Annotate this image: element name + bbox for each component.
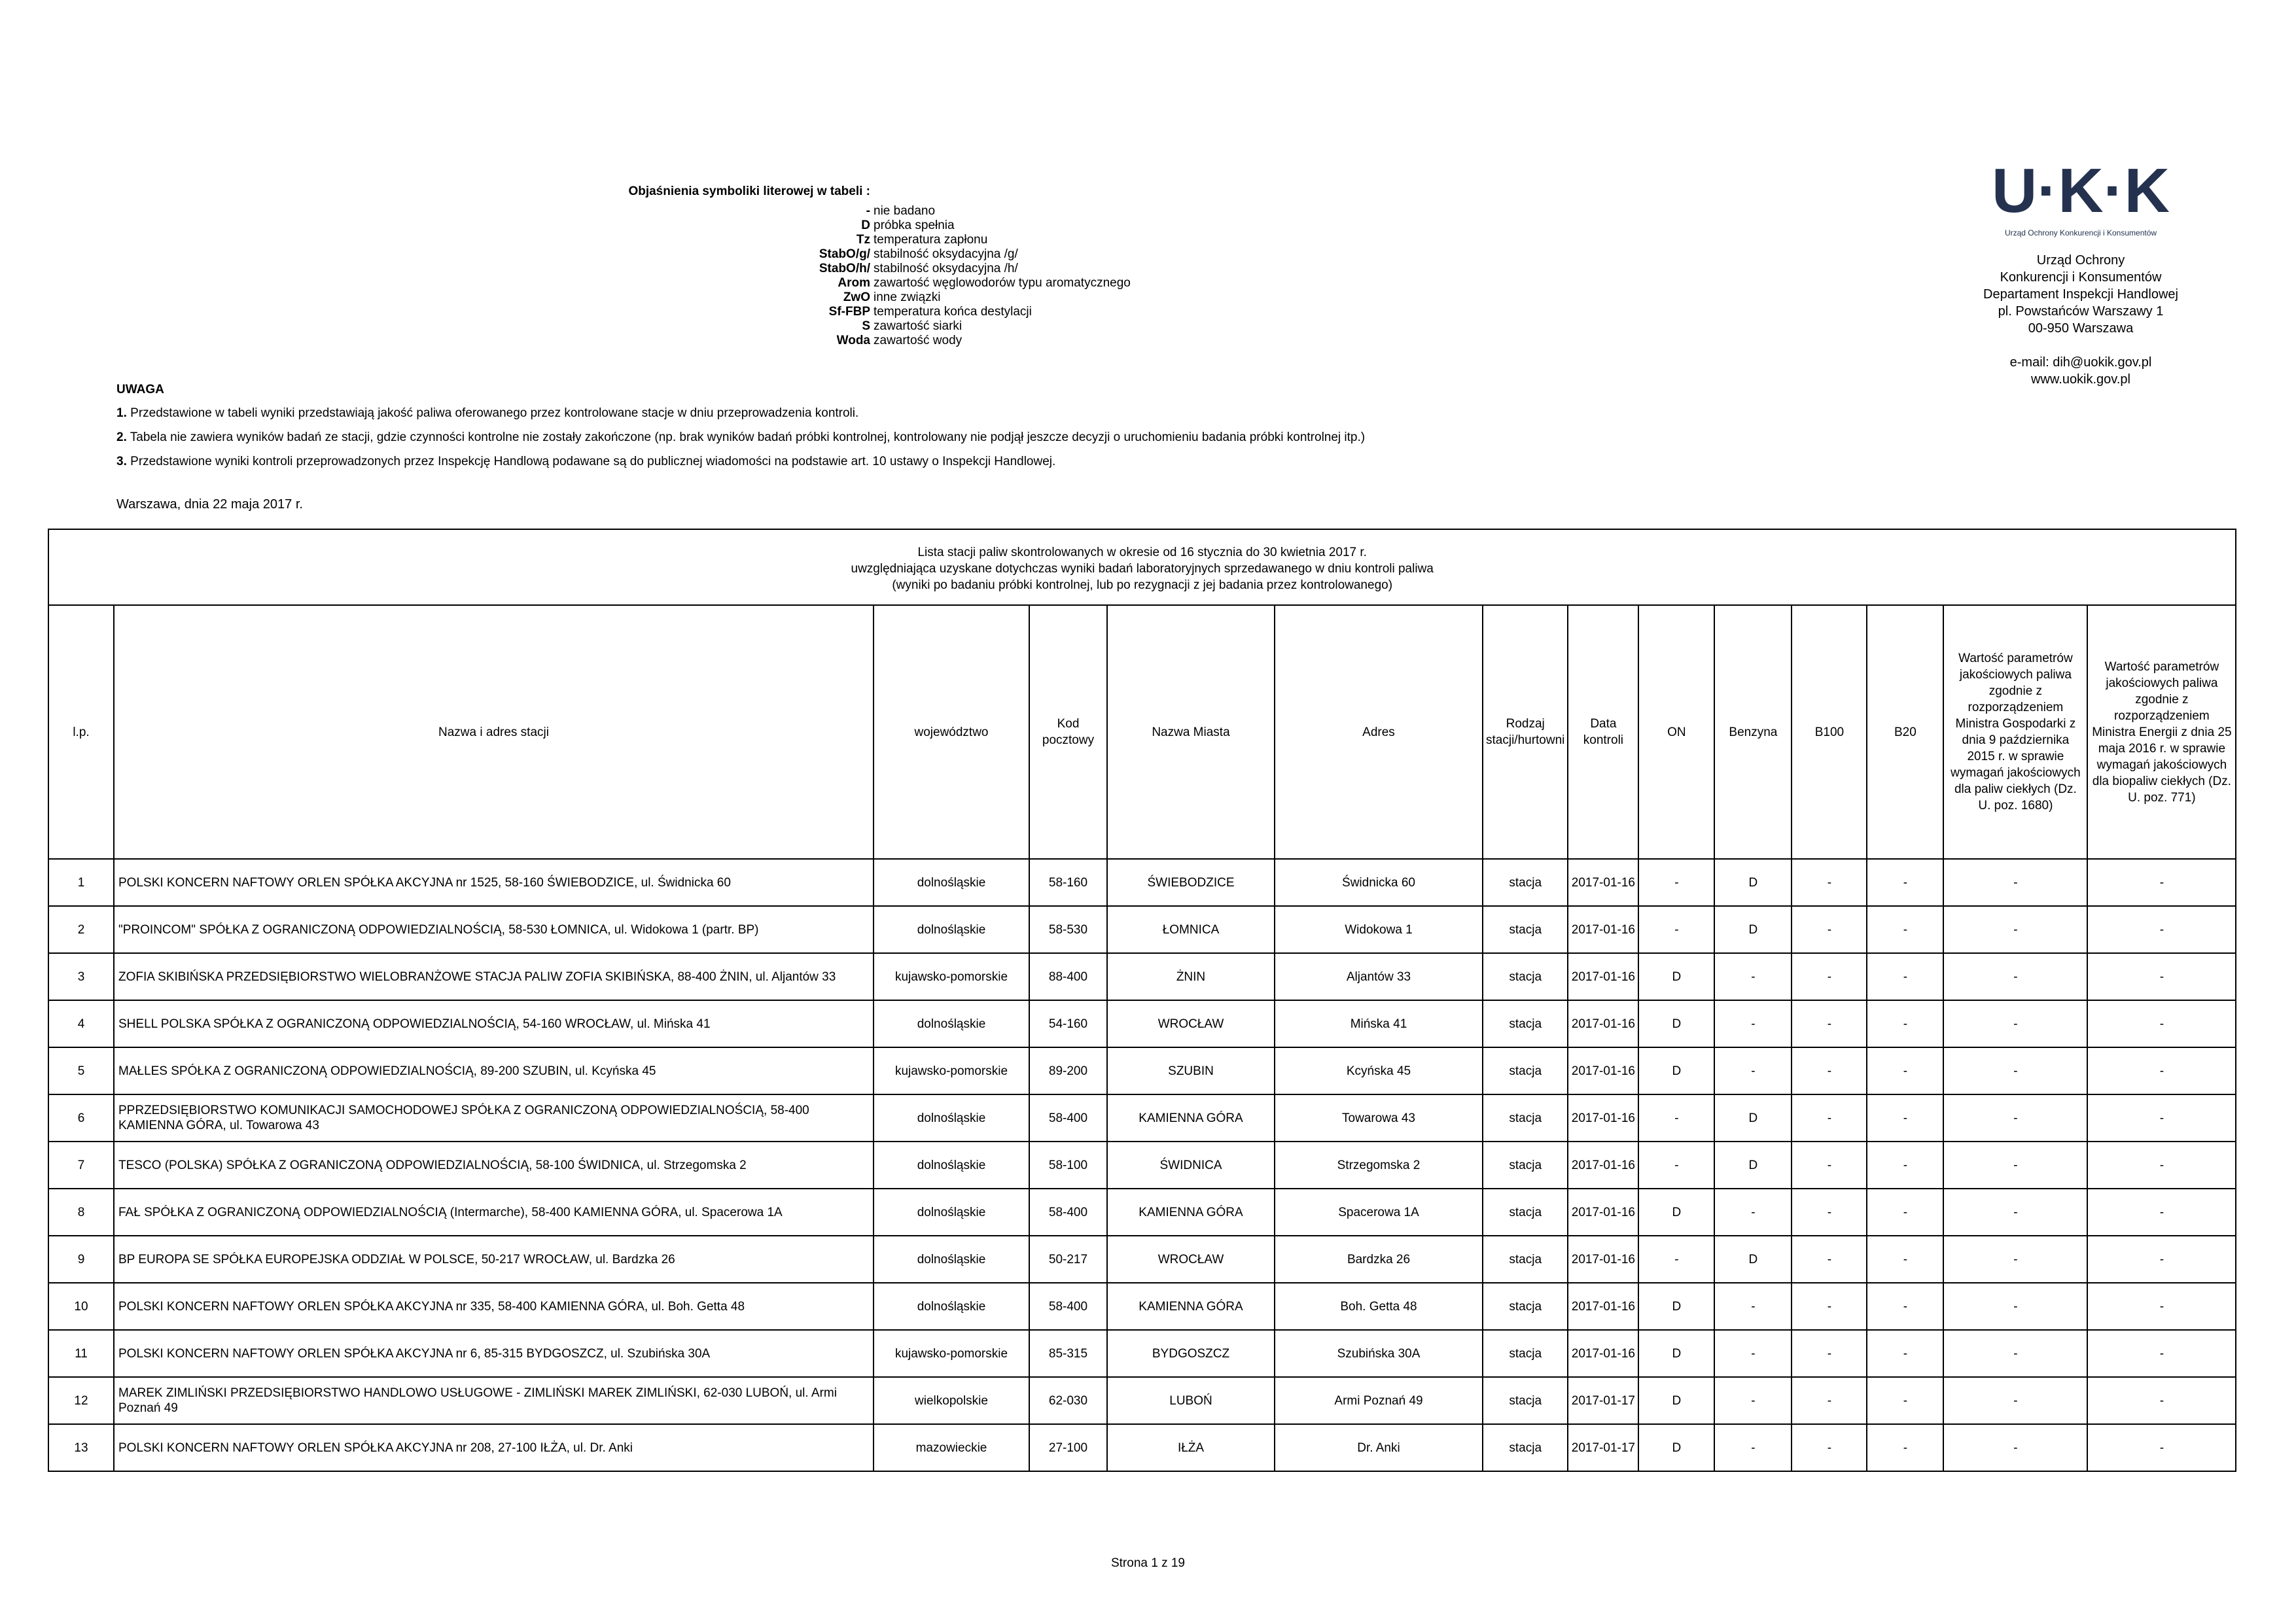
- table-cell: FAŁ SPÓŁKA Z OGRANICZONĄ ODPOWIEDZIALNOŚCIĄ (Intermarche), 58-400 KAMIENNA GÓRA, ul. Spacerowa 1A: [114, 1189, 874, 1236]
- legend-item: [0, 276, 1178, 290]
- table-cell: -: [1638, 906, 1714, 953]
- legend-item: [0, 204, 1178, 218]
- table-cell: D: [1714, 906, 1792, 953]
- table-cell: -: [1867, 1283, 1943, 1330]
- table-cell: D: [1714, 1236, 1792, 1283]
- table-cell: 58-160: [1029, 859, 1107, 906]
- column-header: województwo: [874, 605, 1029, 859]
- table-cell: stacja: [1483, 1094, 1568, 1142]
- table-cell: -: [1943, 1283, 2087, 1330]
- legend-item: [0, 247, 1178, 262]
- table-cell: -: [1867, 1047, 1943, 1094]
- legend-symbol: StabO/g/: [819, 247, 870, 261]
- table-body: [48, 859, 2236, 1471]
- caption-line: uwzględniająca uzyskane dotychczas wyniki badań laboratoryjnych sprzedawanego w dniu kontroli paliwa: [851, 561, 1434, 576]
- table-cell: Strzegomska 2: [1275, 1142, 1483, 1189]
- table-cell: 10: [48, 1283, 114, 1330]
- table-cell: -: [1714, 1047, 1792, 1094]
- table-cell: -: [1792, 1094, 1867, 1142]
- legend-symbol: StabO/h/: [819, 262, 870, 275]
- legend-item: [0, 290, 1178, 305]
- column-header: Data kontroli: [1568, 605, 1638, 859]
- office-address: [1950, 252, 2212, 388]
- table-cell: -: [2087, 859, 2236, 906]
- table-cell: -: [1943, 1189, 2087, 1236]
- table-cell: -: [2087, 1047, 2236, 1094]
- table-cell: 2017-01-16: [1568, 1189, 1638, 1236]
- legend-item: [0, 233, 1178, 247]
- table-cell: Mińska 41: [1275, 1000, 1483, 1047]
- table-cell: dolnośląskie: [874, 1189, 1029, 1236]
- table-cell: -: [2087, 1283, 2236, 1330]
- table-cell: 58-400: [1029, 1283, 1107, 1330]
- office-line: Urząd Ochrony: [2036, 253, 2125, 268]
- table-cell: SHELL POLSKA SPÓŁKA Z OGRANICZONĄ ODPOWIEDZIALNOŚCIĄ, 54-160 WROCŁAW, ul. Mińska 41: [114, 1000, 874, 1047]
- table-cell: D: [1714, 1142, 1792, 1189]
- table-cell: 8: [48, 1189, 114, 1236]
- table-cell: D: [1714, 1094, 1792, 1142]
- table-cell: 2: [48, 906, 114, 953]
- table-cell: -: [2087, 1094, 2236, 1142]
- table-cell: 2017-01-16: [1568, 1094, 1638, 1142]
- note-text: Przedstawione wyniki kontroli przeprowadzonych przez Inspekcję Handlową podawane są do publicznej wiadomości na podstawie art. 10 ustawy o Inspekcji Handlowej.: [130, 455, 1056, 468]
- table-cell: Dr. Anki: [1275, 1424, 1483, 1471]
- table-cell: -: [1943, 1094, 2087, 1142]
- table-cell: -: [1943, 1000, 2087, 1047]
- table-cell: 3: [48, 953, 114, 1000]
- table-cell: ŚWIEBODZICE: [1107, 859, 1275, 906]
- table-cell: 2017-01-16: [1568, 1330, 1638, 1377]
- note-number: 3.: [116, 455, 127, 468]
- table-cell: -: [1867, 953, 1943, 1000]
- column-header: Kod pocztowy: [1029, 605, 1107, 859]
- table-cell: POLSKI KONCERN NAFTOWY ORLEN SPÓŁKA AKCYJNA nr 1525, 58-160 ŚWIEBODZICE, ul. Świdnicka 60: [114, 859, 874, 906]
- table-cell: -: [2087, 1142, 2236, 1189]
- table-cell: -: [1943, 906, 2087, 953]
- table-cell: 85-315: [1029, 1330, 1107, 1377]
- table-cell: 88-400: [1029, 953, 1107, 1000]
- table-row: [48, 1283, 2236, 1330]
- table-cell: -: [1943, 1142, 2087, 1189]
- table-cell: D: [1638, 1330, 1714, 1377]
- logo-text: U·K·K: [1992, 158, 2170, 226]
- table-cell: -: [2087, 1377, 2236, 1424]
- table-cell: stacja: [1483, 1047, 1568, 1094]
- table-cell: 2017-01-16: [1568, 953, 1638, 1000]
- office-line: www.uokik.gov.pl: [2031, 372, 2130, 387]
- table-cell: KAMIENNA GÓRA: [1107, 1189, 1275, 1236]
- table-cell: Szubińska 30A: [1275, 1330, 1483, 1377]
- column-header: Nazwa Miasta: [1107, 605, 1275, 859]
- table-cell: 2017-01-16: [1568, 906, 1638, 953]
- table-row: [48, 1236, 2236, 1283]
- table-cell: -: [2087, 1236, 2236, 1283]
- table-cell: MAREK ZIMLIŃSKI PRZEDSIĘBIORSTWO HANDLOWO USŁUGOWE - ZIMLIŃSKI MAREK ZIMLIŃSKI, 62-030 LUBOŃ, ul. Armi Poznań 49: [114, 1377, 874, 1424]
- table-cell: stacja: [1483, 1142, 1568, 1189]
- table-row: [48, 1142, 2236, 1189]
- table-cell: 58-400: [1029, 1094, 1107, 1142]
- table-cell: 7: [48, 1142, 114, 1189]
- column-header: l.p.: [48, 605, 114, 859]
- legend-description: próbka spełnia: [874, 218, 955, 232]
- table-cell: TESCO (POLSKA) SPÓŁKA Z OGRANICZONĄ ODPOWIEDZIALNOŚCIĄ, 58-100 ŚWIDNICA, ul. Strzegomska 2: [114, 1142, 874, 1189]
- table-cell: 50-217: [1029, 1236, 1107, 1283]
- table-cell: kujawsko-pomorskie: [874, 953, 1029, 1000]
- office-line: [1950, 337, 2212, 354]
- table-cell: 5: [48, 1047, 114, 1094]
- table-caption: [48, 529, 2236, 605]
- table-row: [48, 953, 2236, 1000]
- table-cell: -: [1867, 1377, 1943, 1424]
- table-header-row: [48, 605, 2236, 859]
- table-cell: stacja: [1483, 1283, 1568, 1330]
- table-cell: Kcyńska 45: [1275, 1047, 1483, 1094]
- table-cell: ŚWIDNICA: [1107, 1142, 1275, 1189]
- table-cell: -: [1943, 1377, 2087, 1424]
- legend-item: [0, 319, 1178, 334]
- table-cell: -: [1943, 1236, 2087, 1283]
- table-cell: -: [1792, 953, 1867, 1000]
- table-cell: -: [1638, 1142, 1714, 1189]
- table-cell: -: [1867, 1330, 1943, 1377]
- table-cell: -: [1867, 1236, 1943, 1283]
- note-text: Tabela nie zawiera wyników badań ze stacji, gdzie czynności kontrolne nie zostały zakończone (np. brak wyników badań próbki kontrolnej, kontrolowany nie podjął jeszcze decyzji o uruchomieniu badania próbki kontrolnej itp.): [130, 430, 1366, 444]
- caption-line: (wyniki po badaniu próbki kontrolnej, lub po rezygnacji z jej badania przez kontrolowanego): [892, 578, 1393, 592]
- table-cell: D: [1638, 1189, 1714, 1236]
- table-cell: D: [1638, 1000, 1714, 1047]
- table-cell: 12: [48, 1377, 114, 1424]
- legend-description: zawartość węglowodorów typu aromatycznego: [874, 276, 1131, 290]
- table-cell: stacja: [1483, 1330, 1568, 1377]
- table-cell: 1: [48, 859, 114, 906]
- legend-description: zawartość siarki: [874, 319, 963, 333]
- table-cell: D: [1638, 953, 1714, 1000]
- office-line: e-mail: dih@uokik.gov.pl: [2009, 355, 2152, 370]
- table-cell: WROCŁAW: [1107, 1236, 1275, 1283]
- column-header: Wartość parametrów jakościowych paliwa zgodnie z rozporządzeniem Ministra Energii z dnia 25 maja 2016 r. w sprawie wymagań jakościowych dla biopaliw ciekłych (Dz. U. poz. 771): [2087, 605, 2236, 859]
- table-cell: -: [2087, 1424, 2236, 1471]
- table-row: [48, 1424, 2236, 1471]
- table-row: [48, 906, 2236, 953]
- table-cell: -: [1792, 906, 1867, 953]
- note-item: [116, 430, 1365, 445]
- table-cell: stacja: [1483, 1189, 1568, 1236]
- table-cell: dolnośląskie: [874, 1094, 1029, 1142]
- table-cell: -: [1943, 1424, 2087, 1471]
- table-row: [48, 1094, 2236, 1142]
- table-cell: -: [2087, 1189, 2236, 1236]
- table-cell: -: [2087, 953, 2236, 1000]
- table-cell: 58-530: [1029, 906, 1107, 953]
- table-cell: dolnośląskie: [874, 906, 1029, 953]
- table-cell: WROCŁAW: [1107, 1000, 1275, 1047]
- date-line: Warszawa, dnia 22 maja 2017 r.: [116, 497, 303, 512]
- table-cell: stacja: [1483, 1424, 1568, 1471]
- table-cell: D: [1714, 859, 1792, 906]
- column-header: Benzyna: [1714, 605, 1792, 859]
- table-cell: -: [2087, 1000, 2236, 1047]
- legend-description: temperatura zapłonu: [874, 233, 988, 247]
- table-cell: 11: [48, 1330, 114, 1377]
- table-cell: dolnośląskie: [874, 1142, 1029, 1189]
- table-cell: dolnośląskie: [874, 1236, 1029, 1283]
- column-header: Wartość parametrów jakościowych paliwa zgodnie z rozporządzeniem Ministra Gospodarki z dnia 9 października 2015 r. w sprawie wymagań jakościowych dla paliw ciekłych (Dz. U. poz. 1680): [1943, 605, 2087, 859]
- column-header: Rodzaj stacji/hurtowni: [1483, 605, 1568, 859]
- column-header: ON: [1638, 605, 1714, 859]
- office-line: 00-950 Warszawa: [2028, 321, 2134, 336]
- legend-description: zawartość wody: [874, 334, 963, 347]
- table-cell: BYDGOSZCZ: [1107, 1330, 1275, 1377]
- table-cell: 54-160: [1029, 1000, 1107, 1047]
- table-cell: D: [1638, 1047, 1714, 1094]
- legend-symbol: Tz: [856, 233, 870, 247]
- stations-table: [48, 529, 2236, 1472]
- table-cell: -: [1943, 953, 2087, 1000]
- table-row: [48, 1330, 2236, 1377]
- table-row: [48, 859, 2236, 906]
- table-cell: 2017-01-16: [1568, 859, 1638, 906]
- table-cell: -: [1714, 953, 1792, 1000]
- table-cell: D: [1638, 1283, 1714, 1330]
- legend-description: nie badano: [874, 204, 936, 218]
- table-cell: stacja: [1483, 906, 1568, 953]
- table-cell: POLSKI KONCERN NAFTOWY ORLEN SPÓŁKA AKCYJNA nr 335, 58-400 KAMIENNA GÓRA, ul. Boh. Getta 48: [114, 1283, 874, 1330]
- legend-symbol: Woda: [836, 334, 870, 347]
- table-cell: D: [1638, 1424, 1714, 1471]
- column-header: B100: [1792, 605, 1867, 859]
- table-cell: 6: [48, 1094, 114, 1142]
- table-cell: wielkopolskie: [874, 1377, 1029, 1424]
- table-cell: 2017-01-16: [1568, 1000, 1638, 1047]
- table-cell: MAŁLES SPÓŁKA Z OGRANICZONĄ ODPOWIEDZIALNOŚCIĄ, 89-200 SZUBIN, ul. Kcyńska 45: [114, 1047, 874, 1094]
- legend-symbol: S: [862, 319, 870, 333]
- table-cell: kujawsko-pomorskie: [874, 1330, 1029, 1377]
- note-item: [116, 455, 1055, 469]
- table-cell: -: [1943, 859, 2087, 906]
- table-cell: -: [1867, 906, 1943, 953]
- table-cell: D: [1638, 1377, 1714, 1424]
- table-cell: ŻNIN: [1107, 953, 1275, 1000]
- table-cell: kujawsko-pomorskie: [874, 1047, 1029, 1094]
- table-cell: -: [1638, 1236, 1714, 1283]
- table-cell: -: [1867, 1094, 1943, 1142]
- legend-symbol: ZwO: [843, 290, 870, 304]
- uokik-logo: [1983, 158, 2179, 243]
- legend-symbol: Arom: [838, 276, 870, 290]
- table-cell: -: [1792, 1142, 1867, 1189]
- table-cell: Świdnicka 60: [1275, 859, 1483, 906]
- legend-symbol: D: [861, 218, 870, 232]
- table-cell: BP EUROPA SE SPÓŁKA EUROPEJSKA ODDZIAŁ W POLSCE, 50-217 WROCŁAW, ul. Bardzka 26: [114, 1236, 874, 1283]
- table-cell: 2017-01-17: [1568, 1424, 1638, 1471]
- legend-item: [0, 334, 1178, 348]
- table-cell: KAMIENNA GÓRA: [1107, 1094, 1275, 1142]
- table-cell: 2017-01-16: [1568, 1283, 1638, 1330]
- table-row: [48, 1189, 2236, 1236]
- legend-symbol: Sf-FBP: [828, 305, 870, 319]
- table-cell: -: [1714, 1000, 1792, 1047]
- table-cell: -: [1792, 1047, 1867, 1094]
- table-cell: 2017-01-17: [1568, 1377, 1638, 1424]
- table-cell: 2017-01-16: [1568, 1047, 1638, 1094]
- table-cell: -: [1792, 859, 1867, 906]
- legend-symbol: -: [866, 204, 870, 218]
- legend-item: [0, 305, 1178, 319]
- table-cell: POLSKI KONCERN NAFTOWY ORLEN SPÓŁKA AKCYJNA nr 6, 85-315 BYDGOSZCZ, ul. Szubińska 30A: [114, 1330, 874, 1377]
- column-header: B20: [1867, 605, 1943, 859]
- table-cell: -: [1867, 1142, 1943, 1189]
- notes-heading: UWAGA: [116, 383, 164, 396]
- table-cell: dolnośląskie: [874, 1000, 1029, 1047]
- note-number: 1.: [116, 406, 127, 420]
- table-cell: stacja: [1483, 953, 1568, 1000]
- table-cell: 9: [48, 1236, 114, 1283]
- table-cell: -: [1714, 1283, 1792, 1330]
- legend-item: [0, 262, 1178, 276]
- table-cell: ZOFIA SKIBIŃSKA PRZEDSIĘBIORSTWO WIELOBRANŻOWE STACJA PALIW ZOFIA SKIBIŃSKA, 88-400 ŻNIN, ul. Aljantów 33: [114, 953, 874, 1000]
- table-cell: 13: [48, 1424, 114, 1471]
- legend-item: [0, 218, 1178, 233]
- table-cell: stacja: [1483, 1000, 1568, 1047]
- table-row: [48, 1377, 2236, 1424]
- table-cell: Spacerowa 1A: [1275, 1189, 1483, 1236]
- table-cell: stacja: [1483, 859, 1568, 906]
- table-cell: Boh. Getta 48: [1275, 1283, 1483, 1330]
- table-cell: 58-400: [1029, 1189, 1107, 1236]
- caption-line: Lista stacji paliw skontrolowanych w okresie od 16 stycznia do 30 kwietnia 2017 r.: [917, 545, 1367, 559]
- table-cell: ŁOMNICA: [1107, 906, 1275, 953]
- column-header: Nazwa i adres stacji: [114, 605, 874, 859]
- office-line: pl. Powstańców Warszawy 1: [1998, 304, 2164, 319]
- table-cell: 58-100: [1029, 1142, 1107, 1189]
- table-cell: -: [2087, 906, 2236, 953]
- table-row: [48, 1000, 2236, 1047]
- table-cell: -: [1943, 1330, 2087, 1377]
- legend-description: temperatura końca destylacji: [874, 305, 1032, 319]
- legend-description: inne związki: [874, 290, 941, 304]
- table-cell: stacja: [1483, 1377, 1568, 1424]
- table-cell: -: [1867, 859, 1943, 906]
- column-header: Adres: [1275, 605, 1483, 859]
- table-cell: mazowieckie: [874, 1424, 1029, 1471]
- table-row: [48, 1047, 2236, 1094]
- table-cell: LUBOŃ: [1107, 1377, 1275, 1424]
- table-cell: -: [1792, 1236, 1867, 1283]
- table-cell: Armi Poznań 49: [1275, 1377, 1483, 1424]
- note-number: 2.: [116, 430, 127, 444]
- table-cell: 2017-01-16: [1568, 1236, 1638, 1283]
- legend-description: stabilność oksydacyjna /h/: [874, 262, 1018, 275]
- table-cell: POLSKI KONCERN NAFTOWY ORLEN SPÓŁKA AKCYJNA nr 208, 27-100 IŁŻA, ul. Dr. Anki: [114, 1424, 874, 1471]
- table-cell: -: [1792, 1330, 1867, 1377]
- table-cell: KAMIENNA GÓRA: [1107, 1283, 1275, 1330]
- page-footer: Strona 1 z 19: [1110, 1556, 1186, 1570]
- table-cell: PPRZEDSIĘBIORSTWO KOMUNIKACJI SAMOCHODOWEJ SPÓŁKA Z OGRANICZONĄ ODPOWIEDZIALNOŚCIĄ, 58-400 KAMIENNA GÓRA, ul. Towarowa 43: [114, 1094, 874, 1142]
- table-cell: Widokowa 1: [1275, 906, 1483, 953]
- table-cell: "PROINCOM" SPÓŁKA Z OGRANICZONĄ ODPOWIEDZIALNOŚCIĄ, 58-530 ŁOMNICA, ul. Widokowa 1 (partr. BP): [114, 906, 874, 953]
- table-cell: -: [1867, 1000, 1943, 1047]
- table-cell: -: [2087, 1330, 2236, 1377]
- table-cell: -: [1792, 1377, 1867, 1424]
- table-cell: -: [1714, 1377, 1792, 1424]
- table-cell: -: [1792, 1000, 1867, 1047]
- table-cell: -: [1792, 1283, 1867, 1330]
- table-cell: SZUBIN: [1107, 1047, 1275, 1094]
- legend-title: Objaśnienia symboliki literowej w tabeli :: [628, 184, 870, 198]
- table-cell: 27-100: [1029, 1424, 1107, 1471]
- note-text: Przedstawione w tabeli wyniki przedstawiają jakość paliwa oferowanego przez kontrolowane stacje w dniu przeprowadzenia kontroli.: [130, 406, 859, 420]
- table-cell: -: [1867, 1189, 1943, 1236]
- table-cell: -: [1714, 1189, 1792, 1236]
- table-cell: 4: [48, 1000, 114, 1047]
- table-cell: -: [1714, 1424, 1792, 1471]
- table-cell: 2017-01-16: [1568, 1142, 1638, 1189]
- table-cell: -: [1867, 1424, 1943, 1471]
- logo-caption: Urząd Ochrony Konkurencji i Konsumentów: [2004, 228, 2157, 237]
- table-cell: -: [1638, 1094, 1714, 1142]
- table-cell: -: [1792, 1424, 1867, 1471]
- table-cell: 89-200: [1029, 1047, 1107, 1094]
- legend-description: stabilność oksydacyjna /g/: [874, 247, 1018, 261]
- table-cell: Aljantów 33: [1275, 953, 1483, 1000]
- table-cell: -: [1792, 1189, 1867, 1236]
- office-line: Konkurencji i Konsumentów: [2000, 270, 2162, 285]
- table-cell: dolnośląskie: [874, 859, 1029, 906]
- note-item: [116, 406, 858, 421]
- table-cell: 62-030: [1029, 1377, 1107, 1424]
- table-cell: Bardzka 26: [1275, 1236, 1483, 1283]
- table-cell: stacja: [1483, 1236, 1568, 1283]
- office-line: Departament Inspekcji Handlowej: [1983, 287, 2178, 302]
- table-cell: -: [1638, 859, 1714, 906]
- table-cell: IŁŻA: [1107, 1424, 1275, 1471]
- table-cell: Towarowa 43: [1275, 1094, 1483, 1142]
- table-cell: -: [1714, 1330, 1792, 1377]
- table-cell: dolnośląskie: [874, 1283, 1029, 1330]
- table-cell: -: [1943, 1047, 2087, 1094]
